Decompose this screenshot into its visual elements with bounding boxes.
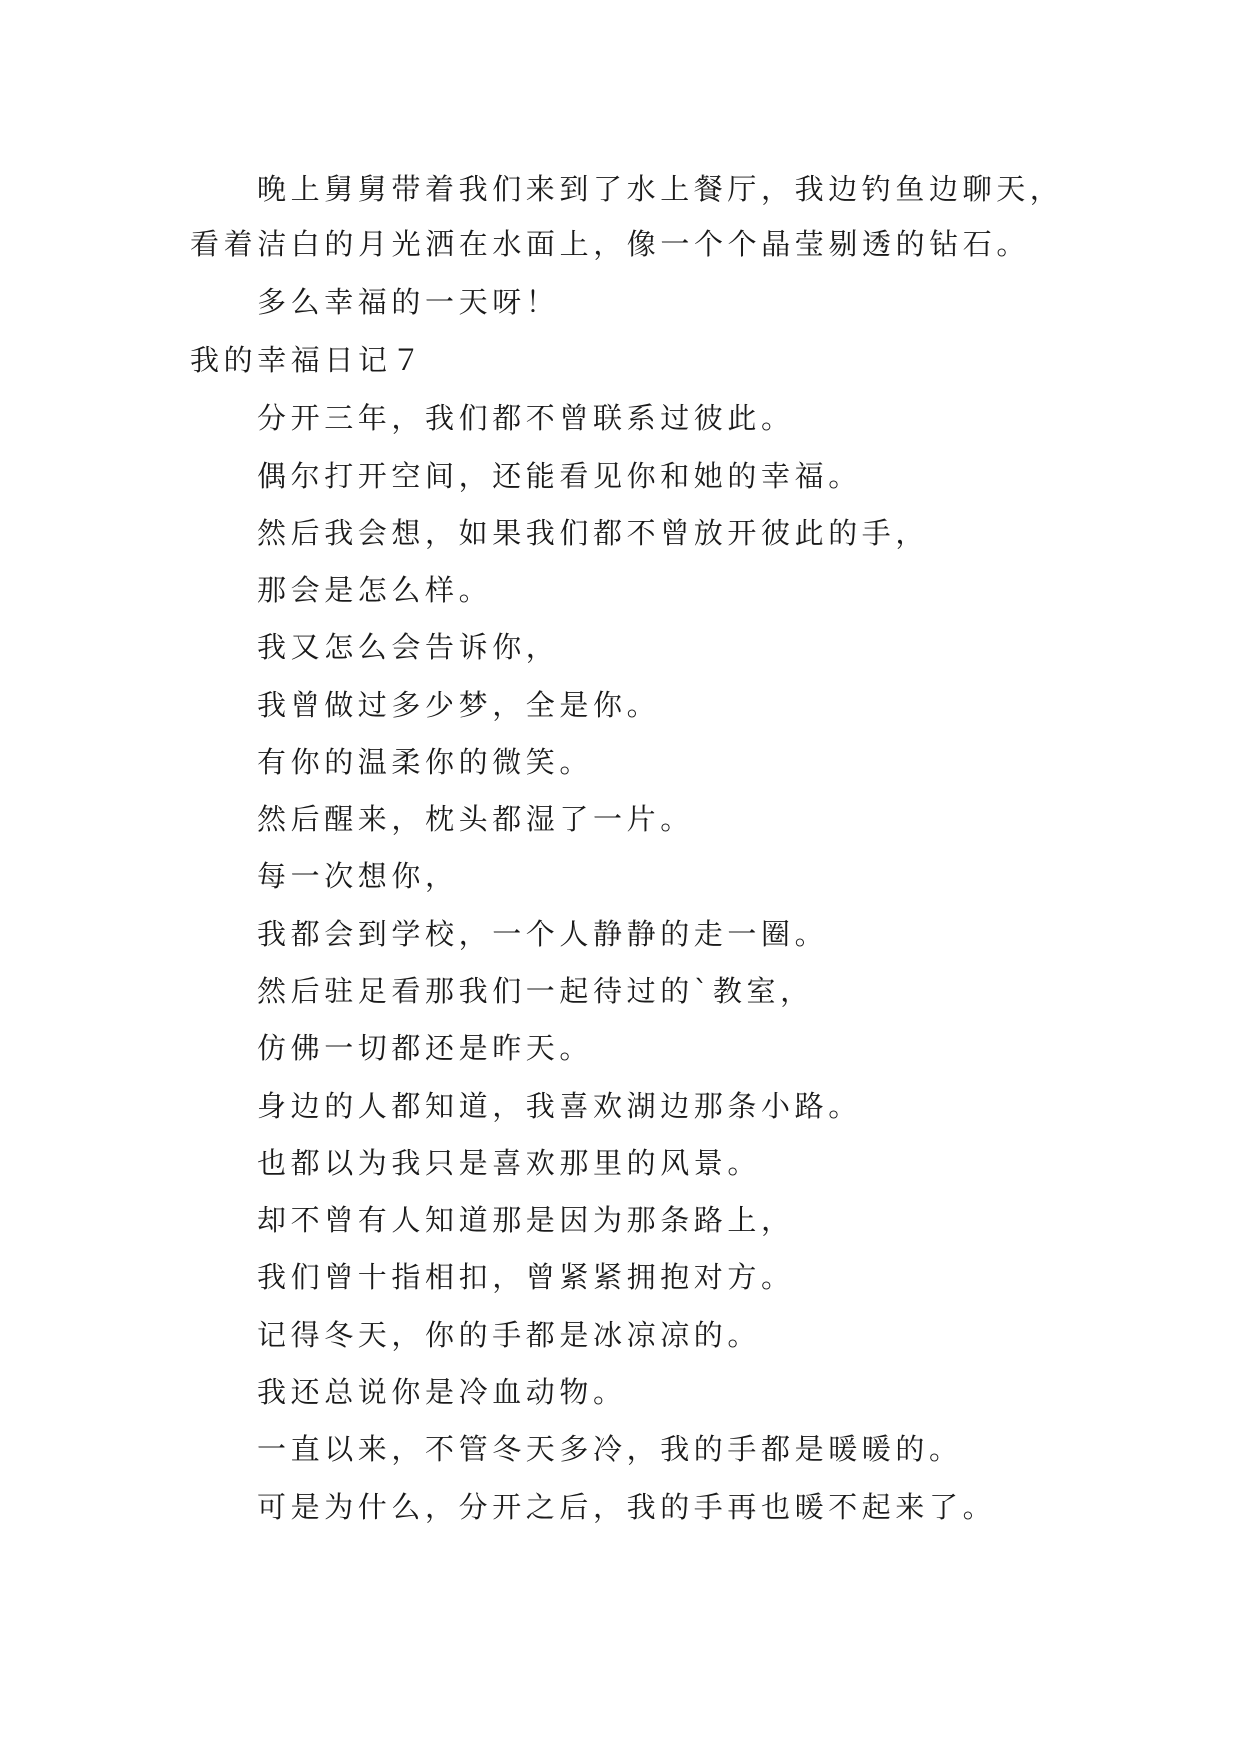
- poem-line: 却不曾有人知道那是因为那条路上，: [257, 1203, 795, 1237]
- poem-line: 可是为什么，分开之后，我的手再也暖不起来了。: [257, 1490, 997, 1524]
- poem-line: 然后驻足看那我们一起待过的`教室，: [257, 974, 814, 1008]
- poem-line: 身边的人都知道，我喜欢湖边那条小路。: [257, 1089, 862, 1123]
- poem-line: 我曾做过多少梦，全是你。: [257, 688, 661, 722]
- poem-line: 然后我会想，如果我们都不曾放开彼此的手，: [257, 516, 930, 550]
- poem-line: 那会是怎么样。: [257, 573, 493, 607]
- poem-line: 每一次想你，: [257, 859, 459, 893]
- poem-line: 记得冬天，你的手都是冰凉凉的。: [257, 1318, 762, 1352]
- poem-line: 也都以为我只是喜欢那里的风景。: [257, 1146, 762, 1180]
- paragraph-line: 看着洁白的月光洒在水面上，像一个个晶莹剔透的钻石。: [190, 227, 1031, 261]
- poem-line: 仿佛一切都还是昨天。: [257, 1031, 594, 1065]
- poem-line: 偶尔打开空间，还能看见你和她的幸福。: [257, 459, 862, 493]
- section-heading: 我的幸福日记７: [190, 343, 426, 377]
- poem-line: 然后醒来，枕头都湿了一片。: [257, 802, 694, 836]
- poem-line: 我们曾十指相扣，曾紧紧拥抱对方。: [257, 1260, 795, 1294]
- poem-line: 有你的温柔你的微笑。: [257, 745, 594, 779]
- paragraph-line: 多么幸福的一天呀！: [257, 285, 560, 319]
- poem-line: 分开三年，我们都不曾联系过彼此。: [257, 401, 795, 435]
- paragraph-line: 晚上舅舅带着我们来到了水上餐厅，我边钓鱼边聊天，: [257, 172, 1064, 206]
- poem-line: 我还总说你是冷血动物。: [257, 1375, 627, 1409]
- poem-line: 我都会到学校，一个人静静的走一圈。: [257, 917, 829, 951]
- poem-line: 一直以来，不管冬天多冷，我的手都是暖暖的。: [257, 1432, 963, 1466]
- poem-line: 我又怎么会告诉你，: [257, 630, 560, 664]
